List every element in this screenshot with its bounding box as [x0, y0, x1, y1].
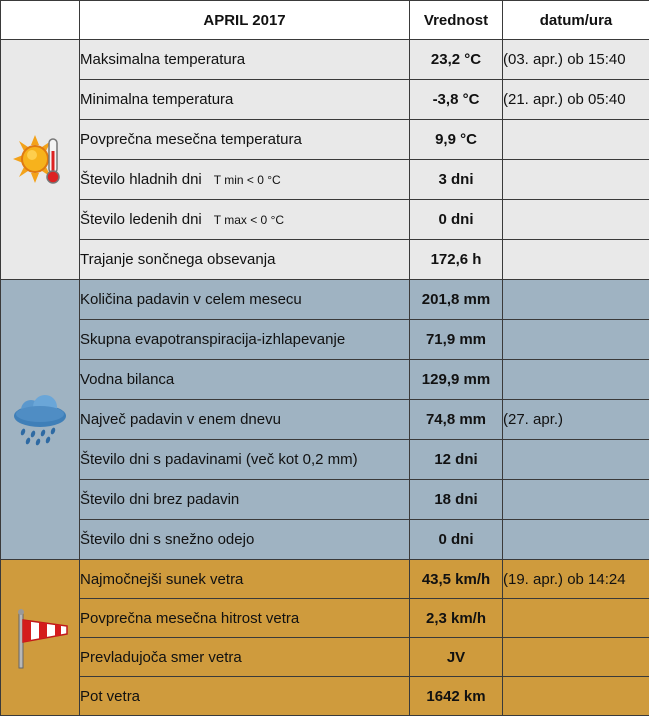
row-label: Število ledenih dni T max < 0 °C — [80, 200, 410, 240]
row-label: Skupna evapotranspiracija-izhlapevanje — [80, 320, 410, 360]
table-row — [1, 240, 649, 280]
table-row — [1, 400, 649, 440]
row-date — [503, 200, 649, 240]
row-value: 201,8 mm — [410, 280, 503, 320]
period-header: APRIL 2017 — [80, 1, 410, 40]
row-value: 129,9 mm — [410, 360, 503, 400]
table-row — [1, 560, 649, 599]
row-value: 9,9 °C — [410, 120, 503, 160]
row-date — [503, 360, 649, 400]
row-value: 2,3 km/h — [410, 599, 503, 638]
row-label: Povprečna mesečna temperatura — [80, 120, 410, 160]
row-value: 23,2 °C — [410, 40, 503, 80]
table-row — [1, 677, 649, 716]
row-value: 1642 km — [410, 677, 503, 716]
row-date: (19. apr.) ob 14:24 — [503, 560, 649, 599]
row-value: -3,8 °C — [410, 80, 503, 120]
row-value: JV — [410, 638, 503, 677]
table-row — [1, 360, 649, 400]
row-label: Količina padavin v celem mesecu — [80, 280, 410, 320]
table-row — [1, 480, 649, 520]
row-label: Minimalna temperatura — [80, 80, 410, 120]
row-value: 0 dni — [410, 520, 503, 560]
row-value: 43,5 km/h — [410, 560, 503, 599]
date-column-header: datum/ura — [503, 1, 649, 40]
row-value: 172,6 h — [410, 240, 503, 280]
table-row — [1, 638, 649, 677]
row-date — [503, 440, 649, 480]
table-row — [1, 80, 649, 120]
row-value: 12 dni — [410, 440, 503, 480]
row-value: 18 dni — [410, 480, 503, 520]
row-label: Število dni s snežno odejo — [80, 520, 410, 560]
table-row — [1, 599, 649, 638]
table-row — [1, 160, 649, 200]
temperature-section-icon-cell — [1, 40, 80, 280]
row-label: Število dni brez padavin — [80, 480, 410, 520]
header-row — [1, 1, 649, 40]
row-condition: T max < 0 °C — [213, 213, 285, 227]
table-row — [1, 520, 649, 560]
row-label: Prevladujoča smer vetra — [80, 638, 410, 677]
row-date — [503, 240, 649, 280]
row-date: (03. apr.) ob 15:40 — [503, 40, 649, 80]
sun-thermometer-icon — [11, 131, 69, 189]
table-row — [1, 120, 649, 160]
row-date — [503, 638, 649, 677]
windsock-icon — [9, 606, 71, 670]
table-row — [1, 440, 649, 480]
row-date: (21. apr.) ob 05:40 — [503, 80, 649, 120]
row-date — [503, 320, 649, 360]
row-date — [503, 520, 649, 560]
row-label: Število hladnih dni T min < 0 °C — [80, 160, 410, 200]
row-date — [503, 599, 649, 638]
table-row — [1, 200, 649, 240]
row-value: 74,8 mm — [410, 400, 503, 440]
rain-cloud-icon — [9, 394, 71, 446]
table-row — [1, 40, 649, 80]
row-value: 3 dni — [410, 160, 503, 200]
row-date — [503, 677, 649, 716]
wind-section-icon-cell — [1, 560, 80, 716]
row-label: Maksimalna temperatura — [80, 40, 410, 80]
row-label: Najmočnejši sunek vetra — [80, 560, 410, 599]
value-column-header: Vrednost — [410, 1, 503, 40]
header-blank-cell — [1, 1, 80, 40]
row-value: 71,9 mm — [410, 320, 503, 360]
row-date — [503, 480, 649, 520]
row-date — [503, 280, 649, 320]
precipitation-section-icon-cell — [1, 280, 80, 560]
row-date — [503, 160, 649, 200]
row-label: Pot vetra — [80, 677, 410, 716]
row-date: (27. apr.) — [503, 400, 649, 440]
row-date — [503, 120, 649, 160]
row-label: Vodna bilanca — [80, 360, 410, 400]
table-row — [1, 280, 649, 320]
row-value: 0 dni — [410, 200, 503, 240]
row-label: Povprečna mesečna hitrost vetra — [80, 599, 410, 638]
row-condition: T min < 0 °C — [213, 173, 281, 187]
row-label: Število dni s padavinami (več kot 0,2 mm) — [80, 440, 410, 480]
row-label: Trajanje sončnega obsevanja — [80, 240, 410, 280]
row-label: Največ padavin v enem dnevu — [80, 400, 410, 440]
table-row — [1, 320, 649, 360]
